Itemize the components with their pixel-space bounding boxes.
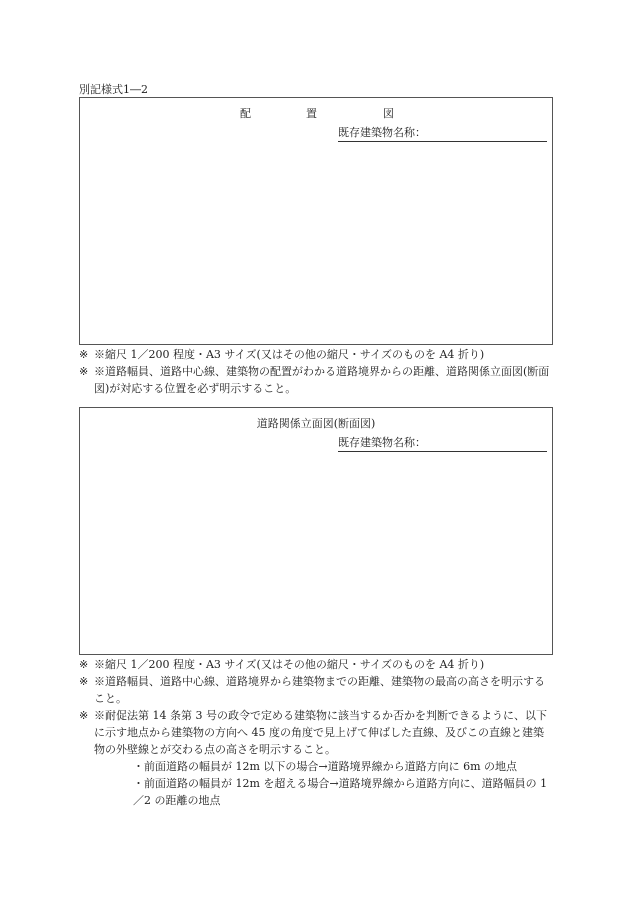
sub-note-under-12m: ・前面道路の幅員が 12m 以下の場合→道路境界線から道路方向に 6m の地点: [133, 760, 518, 773]
road-elevation-title: 道路関係立面図(断面図): [256, 417, 376, 430]
site-plan-box: [79, 97, 553, 345]
note-road-details: ※ ※道路幅員、道路中心線、建築物の配置がわかる道路境界からの距離、道路関係立面図(断面図)が対応する位置を必ず明示すること。: [79, 365, 550, 395]
building-name-field[interactable]: [338, 127, 547, 142]
site-plan-title: 配 置 図: [240, 107, 394, 120]
building-name-field-2[interactable]: [338, 437, 547, 452]
road-elevation-notes: [79, 656, 553, 809]
site-plan-notes: [79, 346, 553, 397]
road-elevation-box: [79, 407, 553, 655]
form-number: 別記様式1―2: [79, 83, 148, 96]
note-distances: ※ ※道路幅員、道路中心線、道路境界から建築物までの距離、建築物の最高の高さを明示すること。: [79, 675, 545, 705]
note-scale: ※ ※縮尺 1／200 程度・A3 サイズ(又はその他の縮尺・サイズのものを A4 折り): [79, 348, 485, 361]
building-name-label: 既存建築物名称：: [338, 126, 426, 139]
note-scale: ※ ※縮尺 1／200 程度・A3 サイズ(又はその他の縮尺・サイズのものを A4 折り): [79, 658, 485, 671]
sub-note-over-12m: ・前面道路の幅員が 12m を超える場合→道路境界線から道路方向に、道路幅員の 1／2 の距離の地点: [133, 777, 548, 807]
note-45-degree: ※ ※耐促法第 14 条第 3 号の政令で定める建築物に該当するか否かを判断できるように、以下に示す地点から建築物の方向へ 45 度の角度で見上げて伸ばした直線、及びこの直線と建築物の外壁線とが交わる点の高さを明示すること。: [79, 709, 547, 756]
building-name-label: 既存建築物名称：: [338, 436, 426, 449]
